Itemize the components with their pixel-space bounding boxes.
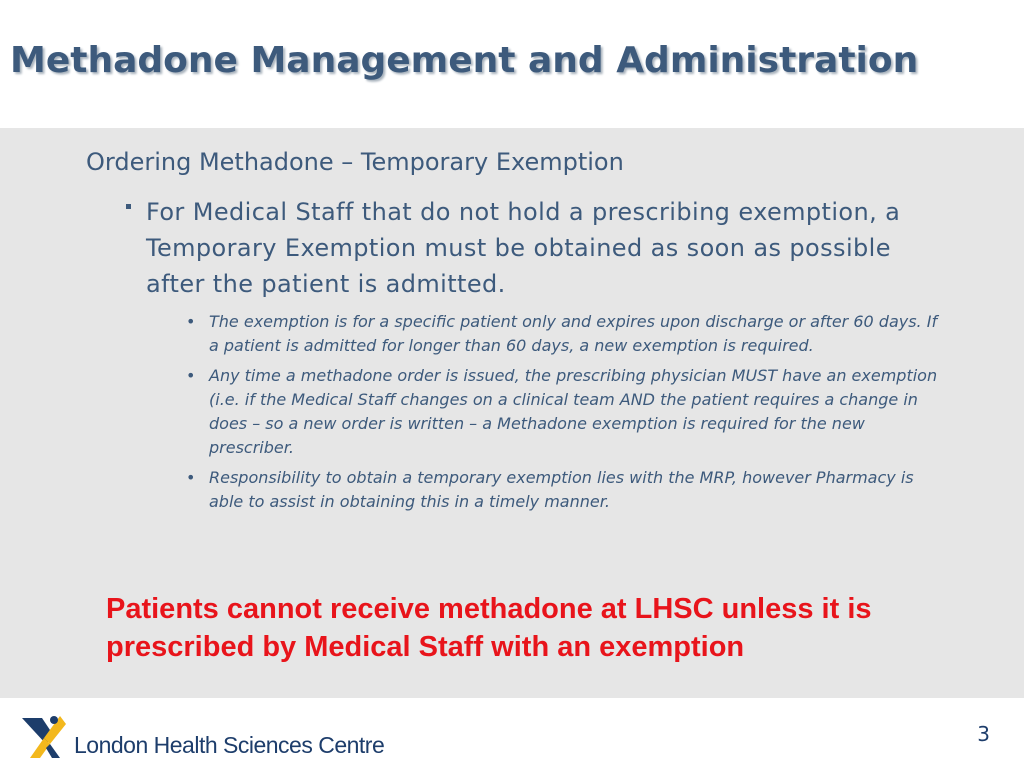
footer — [0, 698, 1024, 768]
page-number: 3 — [977, 722, 990, 746]
sub-bullet — [186, 310, 946, 358]
main-bullet-text: For Medical Staff that do not hold a prescribing exemption, a Temporary Exemption must be obtained as soon as possible after the patient is admitted. — [146, 198, 901, 298]
lhsc-logo-icon — [20, 714, 66, 760]
sub-bullet-text: Any time a methadone order is issued, the prescribing physician MUST have an exemption (i.e. if the Medical Staff changes on a clinical team AND the patient requires a change in does – so a new order is written – a Methadone exemption is required for the new prescriber. — [209, 366, 938, 457]
section-heading: Ordering Methadone – Temporary Exemption — [86, 148, 624, 176]
slide-title: Methadone Management and Administration — [10, 40, 919, 81]
sub-bullet — [186, 364, 946, 460]
sub-bullet-list — [186, 310, 946, 520]
sub-bullet-text: The exemption is for a specific patient only and expires upon discharge or after 60 days. If a patient is admitted for longer than 60 days, a new exemption is required. — [209, 312, 938, 355]
title-bar — [0, 0, 1024, 128]
slide-content — [0, 128, 1024, 698]
sub-bullet — [186, 466, 946, 514]
square-bullet-icon — [126, 204, 131, 209]
warning-text: Patients cannot receive methadone at LHSC unless it is prescribed by Medical Staff with an exemption — [106, 593, 872, 663]
main-bullet — [126, 194, 946, 302]
sub-bullet-text: Responsibility to obtain a temporary exemption lies with the MRP, however Pharmacy is able to assist in obtaining this in a timely manner. — [209, 468, 914, 511]
dot-bullet-icon: • — [186, 468, 196, 487]
dot-bullet-icon: • — [186, 312, 196, 331]
dot-bullet-icon: • — [186, 366, 196, 385]
logo-text: London Health Sciences Centre — [74, 732, 385, 758]
